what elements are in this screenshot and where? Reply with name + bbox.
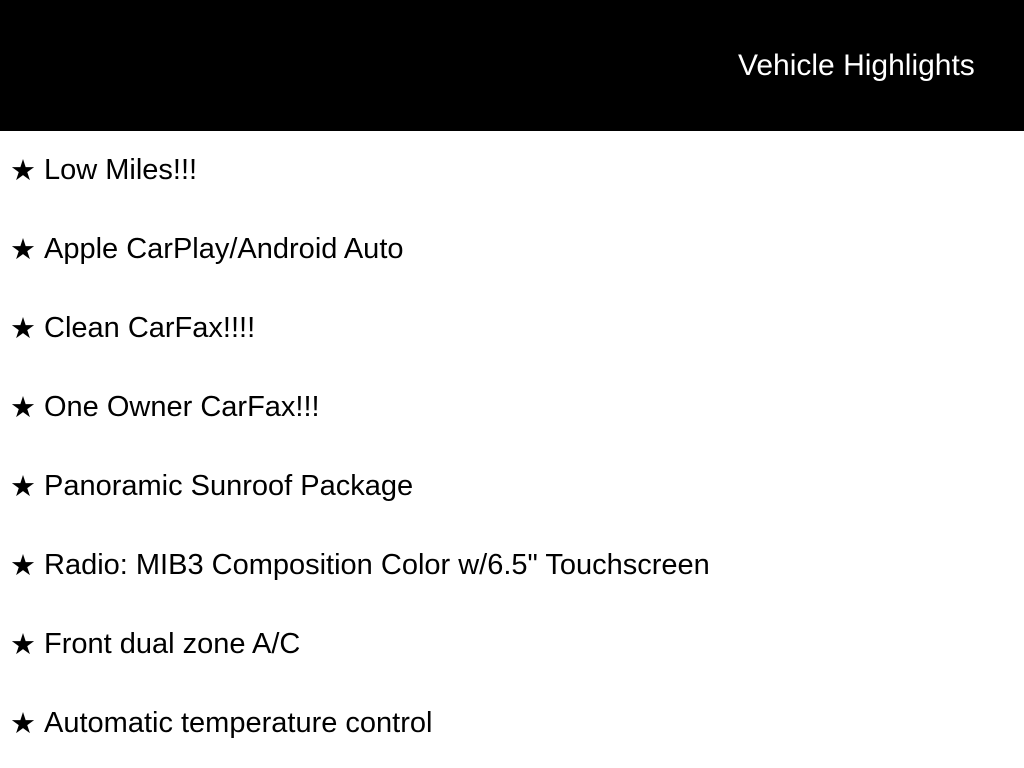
highlight-label: Panoramic Sunroof Package: [44, 470, 414, 502]
list-item: [0, 131, 1024, 210]
list-item: [0, 447, 1024, 526]
list-item: [0, 684, 1024, 763]
page-title: Vehicle Highlights: [738, 48, 975, 82]
list-item: [0, 526, 1024, 605]
star-icon: ★: [10, 548, 36, 582]
highlight-label: Clean CarFax!!!!: [44, 312, 256, 344]
list-item: [0, 368, 1024, 447]
vehicle-highlights-list: [0, 131, 1024, 763]
star-icon: ★: [10, 706, 36, 740]
highlight-label: Front dual zone A/C: [44, 628, 301, 660]
highlight-label: Apple CarPlay/Android Auto: [44, 233, 404, 265]
list-item: [0, 605, 1024, 684]
star-icon: ★: [10, 311, 36, 345]
highlight-label: One Owner CarFax!!!: [44, 391, 320, 423]
highlight-label: Radio: MIB3 Composition Color w/6.5" Touchscreen: [44, 549, 710, 581]
list-item: [0, 289, 1024, 368]
star-icon: ★: [10, 627, 36, 661]
highlight-label: Automatic temperature control: [44, 707, 433, 739]
list-item: [0, 210, 1024, 289]
page-header: [0, 0, 1024, 131]
star-icon: ★: [10, 232, 36, 266]
highlight-label: Low Miles!!!: [44, 154, 198, 186]
star-icon: ★: [10, 469, 36, 503]
star-icon: ★: [10, 153, 36, 187]
star-icon: ★: [10, 390, 36, 424]
